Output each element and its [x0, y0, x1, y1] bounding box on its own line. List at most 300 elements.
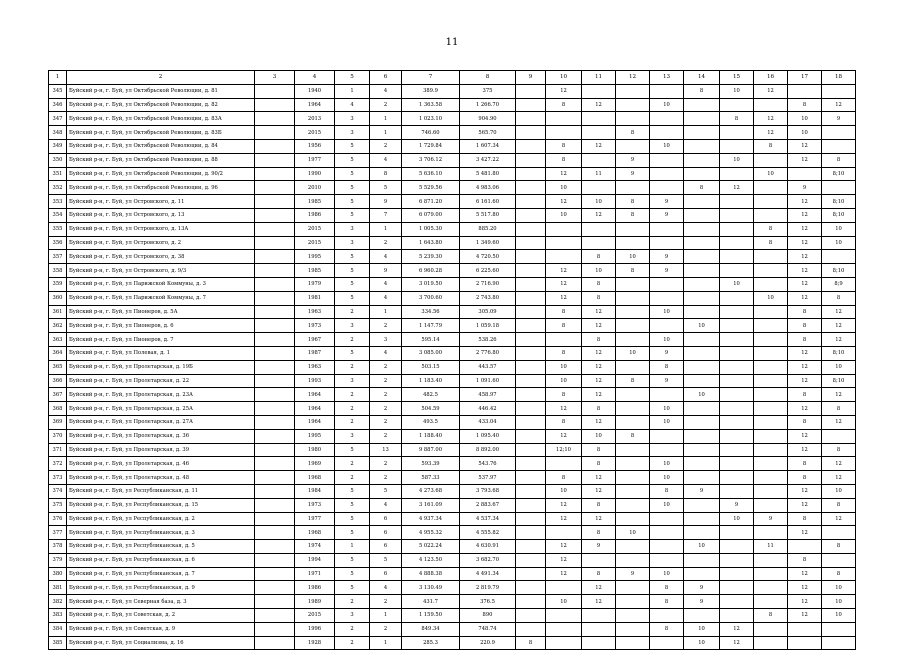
table-cell: 10 — [684, 540, 720, 554]
table-cell — [720, 388, 754, 402]
table-cell — [582, 236, 616, 250]
table-cell: 367 — [49, 388, 67, 402]
table-cell — [650, 553, 684, 567]
address-cell: Буйский р-н, г. Буй, ул Республиканская, д. 11 — [67, 484, 255, 498]
table-cell: 1963 — [295, 305, 335, 319]
table-cell — [255, 443, 295, 457]
table-cell: 10 — [822, 581, 856, 595]
table-cell — [516, 471, 546, 485]
table-cell: 12 — [582, 484, 616, 498]
table-cell — [516, 498, 546, 512]
table-cell — [650, 429, 684, 443]
table-row — [49, 360, 856, 374]
table-cell: 1 005.30 — [402, 222, 460, 236]
table-cell — [616, 471, 650, 485]
table-row — [49, 153, 856, 167]
table-cell — [616, 277, 650, 291]
table-cell: 11 — [754, 540, 788, 554]
table-cell: 2 — [370, 139, 402, 153]
table-cell: 4 — [370, 153, 402, 167]
table-cell: 849.34 — [402, 622, 460, 636]
table-cell — [582, 181, 616, 195]
table-cell: 9 887.00 — [402, 443, 460, 457]
table-cell: 10 — [546, 360, 582, 374]
address-cell: Буйский р-н, г. Буй, ул Пролетарская, д. 23А — [67, 388, 255, 402]
table-cell: 593.39 — [402, 457, 460, 471]
table-cell — [754, 374, 788, 388]
table-cell — [616, 636, 650, 650]
table-cell — [516, 402, 546, 416]
table-cell: 5 — [335, 181, 370, 195]
table-cell — [546, 222, 582, 236]
table-cell: 10 — [822, 236, 856, 250]
table-cell: 3 — [335, 374, 370, 388]
table-row — [49, 567, 856, 581]
table-cell — [516, 333, 546, 347]
table-cell: 8 — [684, 181, 720, 195]
table-cell — [516, 609, 546, 623]
table-cell: 12 — [582, 581, 616, 595]
table-cell — [516, 98, 546, 112]
table-cell: 10 — [788, 126, 822, 140]
table-cell: 363 — [49, 333, 67, 347]
table-cell: 1977 — [295, 512, 335, 526]
table-cell: 2 — [370, 415, 402, 429]
table-cell: 10 — [650, 471, 684, 485]
table-cell: 8 — [582, 277, 616, 291]
table-header-row — [49, 71, 856, 85]
table-cell: 220.9 — [460, 636, 516, 650]
table-cell: 12 — [582, 388, 616, 402]
table-cell — [255, 374, 295, 388]
table-cell: 5 — [335, 512, 370, 526]
table-cell: 12 — [788, 346, 822, 360]
table-cell: 12 — [788, 222, 822, 236]
table-cell: 2 — [370, 457, 402, 471]
table-cell: 9 — [684, 581, 720, 595]
table-cell — [650, 112, 684, 126]
header-cell: 15 — [720, 71, 754, 85]
table-cell: 1 183.40 — [402, 374, 460, 388]
table-cell: 1980 — [295, 443, 335, 457]
table-cell: 5 — [335, 250, 370, 264]
table-cell — [616, 181, 650, 195]
table-cell: 5 239.30 — [402, 250, 460, 264]
table-cell — [255, 264, 295, 278]
table-cell: 1 266.70 — [460, 98, 516, 112]
table-cell: 372 — [49, 457, 67, 471]
table-cell: 1 — [370, 222, 402, 236]
table-cell — [516, 319, 546, 333]
table-cell — [720, 139, 754, 153]
table-cell: 374 — [49, 484, 67, 498]
table-cell: 1985 — [295, 264, 335, 278]
table-cell — [255, 222, 295, 236]
table-cell — [616, 457, 650, 471]
table-cell — [720, 567, 754, 581]
table-cell: 904.90 — [460, 112, 516, 126]
table-cell: 4 — [370, 250, 402, 264]
table-cell: 4 983.06 — [460, 181, 516, 195]
table-cell: 12 — [788, 498, 822, 512]
table-cell: 3 — [335, 236, 370, 250]
table-cell — [650, 512, 684, 526]
table-cell: 3 — [370, 333, 402, 347]
header-cell: 16 — [754, 71, 788, 85]
table-cell: 12 — [546, 84, 582, 98]
table-cell: 376 — [49, 512, 67, 526]
table-cell: 10 — [616, 526, 650, 540]
table-cell: 1 — [335, 84, 370, 98]
table-cell: 12 — [788, 484, 822, 498]
address-cell: Буйский р-н, г. Буй, ул Пионеров, д. 7 — [67, 333, 255, 347]
table-cell — [255, 622, 295, 636]
table-cell: 347 — [49, 112, 67, 126]
table-cell — [684, 333, 720, 347]
table-cell — [516, 250, 546, 264]
table-cell — [754, 498, 788, 512]
table-cell: 8 — [788, 512, 822, 526]
table-cell — [684, 139, 720, 153]
table-cell — [546, 622, 582, 636]
table-cell — [720, 471, 754, 485]
table-row — [49, 471, 856, 485]
table-cell — [684, 250, 720, 264]
table-cell: 4 — [370, 346, 402, 360]
table-cell: 3 700.60 — [402, 291, 460, 305]
table-cell: 8 — [754, 236, 788, 250]
table-cell: 1964 — [295, 402, 335, 416]
table-row — [49, 98, 856, 112]
table-cell — [255, 236, 295, 250]
table-cell: 10 — [546, 484, 582, 498]
table-cell: 8 — [788, 415, 822, 429]
table-cell: 12 — [788, 208, 822, 222]
table-cell: 9 — [684, 595, 720, 609]
table-cell: 368 — [49, 402, 67, 416]
table-cell — [255, 609, 295, 623]
table-cell: 12 — [822, 415, 856, 429]
table-cell: 362 — [49, 319, 67, 333]
table-cell: 10 — [616, 250, 650, 264]
table-cell: 1 — [370, 126, 402, 140]
table-cell: 2 — [335, 402, 370, 416]
table-cell — [582, 609, 616, 623]
table-cell: 378 — [49, 540, 67, 554]
table-cell: 2 — [335, 636, 370, 650]
table-cell: 12 — [546, 540, 582, 554]
table-cell: 2 — [370, 360, 402, 374]
table-cell: 8 — [616, 374, 650, 388]
table-cell: 10 — [650, 567, 684, 581]
table-cell: 2015 — [295, 126, 335, 140]
address-cell: Буйский р-н, г. Буй, ул Социализма, д. 16 — [67, 636, 255, 650]
table-cell: 10 — [720, 277, 754, 291]
table-cell: 12 — [546, 402, 582, 416]
table-cell: 4 — [370, 277, 402, 291]
table-cell — [720, 222, 754, 236]
table-cell: 345 — [49, 84, 67, 98]
table-cell — [516, 429, 546, 443]
table-cell — [516, 139, 546, 153]
table-cell: 2 — [370, 622, 402, 636]
table-cell: 8 — [370, 167, 402, 181]
table-cell — [516, 622, 546, 636]
table-cell: 8 — [720, 112, 754, 126]
table-cell — [720, 305, 754, 319]
table-cell: 2 776.80 — [460, 346, 516, 360]
table-cell — [516, 484, 546, 498]
table-cell: 1 349.60 — [460, 236, 516, 250]
table-row — [49, 595, 856, 609]
table-cell — [684, 609, 720, 623]
table-cell — [255, 512, 295, 526]
table-cell: 1 159.50 — [402, 609, 460, 623]
table-cell — [754, 595, 788, 609]
table-cell — [788, 622, 822, 636]
table-cell — [754, 195, 788, 209]
table-cell: 8 — [684, 84, 720, 98]
address-cell: Буйский р-н, г. Буй, ул Пролетарская, д. 48 — [67, 471, 255, 485]
table-cell — [684, 208, 720, 222]
table-cell: 595.14 — [402, 333, 460, 347]
table-cell: 8 — [616, 429, 650, 443]
table-cell: 10 — [546, 374, 582, 388]
table-cell: 746.60 — [402, 126, 460, 140]
address-cell: Буйский р-н, г. Буй, ул Пролетарская, д. 46 — [67, 457, 255, 471]
table-cell — [754, 581, 788, 595]
table-cell: 12 — [582, 471, 616, 485]
table-cell: 8 — [650, 484, 684, 498]
table-cell: 12 — [582, 512, 616, 526]
table-cell — [255, 139, 295, 153]
table-row — [49, 402, 856, 416]
table-cell — [255, 305, 295, 319]
table-cell — [684, 153, 720, 167]
table-cell: 4 720.50 — [460, 250, 516, 264]
header-cell: 7 — [402, 71, 460, 85]
table-cell — [516, 346, 546, 360]
table-cell — [616, 360, 650, 374]
table-row — [49, 388, 856, 402]
table-cell — [684, 471, 720, 485]
table-cell: 2 883.67 — [460, 498, 516, 512]
table-cell: 8 — [650, 581, 684, 595]
table-cell: 10 — [822, 360, 856, 374]
table-cell: 8 — [754, 222, 788, 236]
table-cell: 12 — [788, 429, 822, 443]
table-cell — [616, 581, 650, 595]
header-cell: 18 — [822, 71, 856, 85]
table-cell: 1971 — [295, 567, 335, 581]
table-cell: 8 — [546, 388, 582, 402]
table-row — [49, 498, 856, 512]
table-cell: 8 — [582, 567, 616, 581]
table-cell — [684, 526, 720, 540]
table-cell — [684, 553, 720, 567]
table-cell — [720, 609, 754, 623]
table-cell: 10 — [650, 415, 684, 429]
table-cell — [582, 126, 616, 140]
address-cell: Буйский р-н, г. Буй, ул Островского, д. 2 — [67, 236, 255, 250]
table-cell: 9 — [650, 346, 684, 360]
address-cell: Буйский р-н, г. Буй, ул Пионеров, д. 5А — [67, 305, 255, 319]
table-cell — [684, 374, 720, 388]
table-cell — [255, 457, 295, 471]
table-cell: 5 — [335, 208, 370, 222]
table-cell — [720, 553, 754, 567]
table-cell: 3 — [335, 126, 370, 140]
address-cell: Буйский р-н, г. Буй, ул Пролетарская, д. 39 — [67, 443, 255, 457]
table-cell: 389.9 — [402, 84, 460, 98]
housing-table — [48, 70, 856, 650]
table-cell — [516, 388, 546, 402]
table-cell: 885.20 — [460, 222, 516, 236]
table-cell: 10 — [546, 208, 582, 222]
table-cell: 8;10 — [822, 264, 856, 278]
table-cell: 4 — [370, 84, 402, 98]
table-cell: 8 — [546, 346, 582, 360]
table-cell: 9 — [754, 512, 788, 526]
table-cell — [546, 333, 582, 347]
header-cell: 13 — [650, 71, 684, 85]
table-cell: 504.59 — [402, 402, 460, 416]
address-cell: Буйский р-н, г. Буй, ул Республиканская, д. 7 — [67, 567, 255, 581]
table-cell — [822, 636, 856, 650]
table-cell: 493.5 — [402, 415, 460, 429]
table-cell — [582, 84, 616, 98]
table-cell: 3 706.12 — [402, 153, 460, 167]
table-cell: 2 — [370, 374, 402, 388]
table-cell: 3 682.70 — [460, 553, 516, 567]
table-cell: 10 — [720, 84, 754, 98]
table-cell: 10 — [650, 333, 684, 347]
table-cell: 358 — [49, 264, 67, 278]
table-cell: 12 — [788, 291, 822, 305]
address-cell: Буйский р-н, г. Буй, ул Островского, д. 11 — [67, 195, 255, 209]
table-cell — [720, 402, 754, 416]
table-cell — [516, 195, 546, 209]
table-cell: 8;10 — [822, 208, 856, 222]
table-cell: 379 — [49, 553, 67, 567]
table-cell — [684, 415, 720, 429]
table-cell — [516, 595, 546, 609]
table-cell: 2010 — [295, 181, 335, 195]
table-cell — [650, 236, 684, 250]
table-cell — [720, 415, 754, 429]
header-cell: 14 — [684, 71, 720, 85]
table-cell — [255, 250, 295, 264]
table-cell: 9 — [822, 112, 856, 126]
table-cell: 4 937.34 — [402, 512, 460, 526]
table-cell — [822, 250, 856, 264]
table-cell: 2 — [370, 429, 402, 443]
table-cell: 366 — [49, 374, 67, 388]
table-cell: 12 — [788, 567, 822, 581]
table-cell: 5 517.80 — [460, 208, 516, 222]
table-cell: 8 — [788, 553, 822, 567]
table-cell: 8 — [822, 402, 856, 416]
table-cell: 12 — [754, 84, 788, 98]
table-cell — [720, 98, 754, 112]
table-cell — [720, 250, 754, 264]
table-cell — [684, 222, 720, 236]
table-cell: 383 — [49, 609, 67, 623]
table-row — [49, 374, 856, 388]
table-cell — [255, 126, 295, 140]
table-cell: 373 — [49, 471, 67, 485]
table-cell: 10 — [822, 484, 856, 498]
table-cell: 543.76 — [460, 457, 516, 471]
table-cell: 380 — [49, 567, 67, 581]
table-cell — [754, 457, 788, 471]
table-cell: 370 — [49, 429, 67, 443]
table-cell: 4 — [335, 98, 370, 112]
table-cell — [255, 112, 295, 126]
table-row — [49, 512, 856, 526]
table-cell — [516, 153, 546, 167]
table-cell — [616, 305, 650, 319]
table-cell — [822, 429, 856, 443]
table-cell: 537.97 — [460, 471, 516, 485]
table-cell — [754, 622, 788, 636]
table-cell: 1 — [370, 305, 402, 319]
table-cell — [720, 236, 754, 250]
table-cell: 376.5 — [460, 595, 516, 609]
table-cell — [788, 167, 822, 181]
table-row — [49, 208, 856, 222]
table-cell: 1 091.60 — [460, 374, 516, 388]
table-cell: 5 — [335, 484, 370, 498]
address-cell: Буйский р-н, г. Буй, ул Октябрьской Революции, д. 83А — [67, 112, 255, 126]
table-row — [49, 126, 856, 140]
table-row — [49, 636, 856, 650]
table-cell — [516, 291, 546, 305]
table-cell: 377 — [49, 526, 67, 540]
table-cell — [754, 388, 788, 402]
table-cell: 8 — [582, 443, 616, 457]
table-cell: 10 — [684, 319, 720, 333]
table-row — [49, 181, 856, 195]
table-cell — [650, 540, 684, 554]
table-cell — [616, 84, 650, 98]
table-cell — [255, 484, 295, 498]
table-cell — [754, 471, 788, 485]
table-cell: 364 — [49, 346, 67, 360]
page-number: 11 — [445, 37, 459, 48]
table-cell — [720, 333, 754, 347]
table-cell: 4 123.50 — [402, 553, 460, 567]
table-cell: 1940 — [295, 84, 335, 98]
table-cell: 5 — [335, 139, 370, 153]
table-cell: 12 — [788, 609, 822, 623]
table-row — [49, 167, 856, 181]
table-cell: 2 — [335, 471, 370, 485]
table-cell: 1973 — [295, 498, 335, 512]
table-cell: 1 095.40 — [460, 429, 516, 443]
table-cell: 8;9 — [822, 277, 856, 291]
table-cell: 12 — [822, 512, 856, 526]
table-cell — [720, 526, 754, 540]
table-cell: 8 — [788, 319, 822, 333]
table-cell: 346 — [49, 98, 67, 112]
table-row — [49, 526, 856, 540]
table-cell: 8 — [822, 540, 856, 554]
table-cell: 2 — [335, 305, 370, 319]
table-cell: 2 — [335, 333, 370, 347]
table-cell — [516, 112, 546, 126]
table-cell: 431.7 — [402, 595, 460, 609]
